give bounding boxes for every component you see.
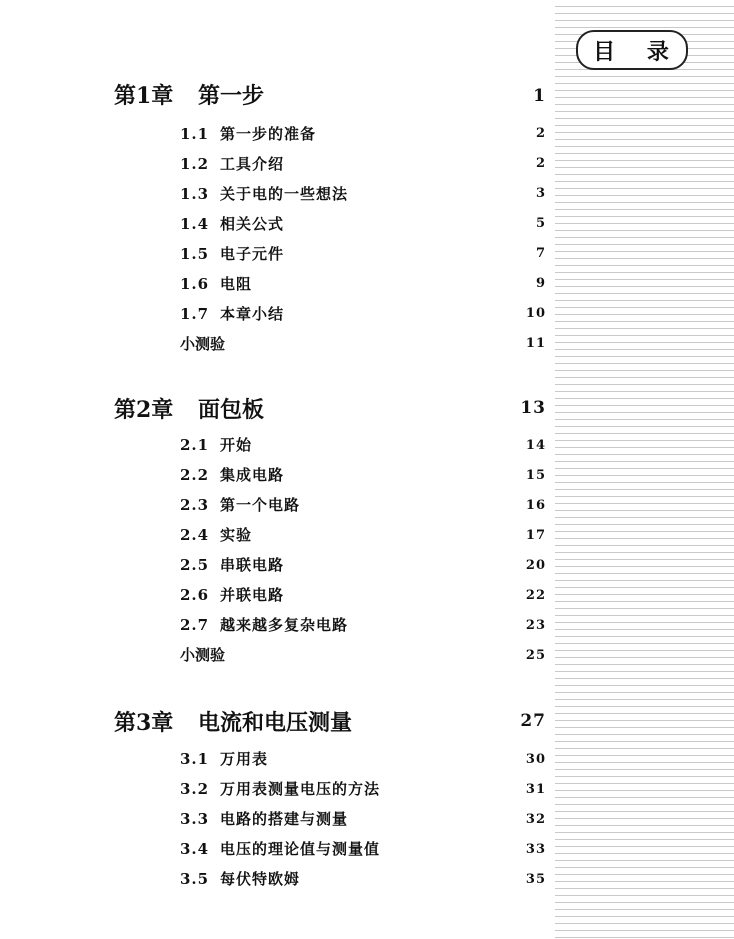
section-number: 1.3 [180,185,210,203]
ruled-margin [555,0,734,939]
section-number: 2.4 [180,526,210,544]
toc-entry[interactable] [180,213,284,234]
section-title: 电阻 [220,275,253,293]
section-number: 2.2 [180,466,210,484]
section-number: 3.3 [180,810,210,828]
toc-entry[interactable] [180,243,284,264]
section-title: 第一步的准备 [220,125,317,143]
toc-entry[interactable] [180,123,316,144]
toc-entry[interactable] [180,434,252,455]
section-number: 1.4 [180,215,210,233]
section-number: 3.5 [180,870,210,888]
toc-entry[interactable] [180,868,300,889]
quiz-page: 11 [525,336,546,351]
section-number: 3.1 [180,750,210,768]
section-title: 工具介绍 [220,155,285,173]
section-title: 开始 [220,436,253,454]
toc-entry[interactable] [180,183,348,204]
toc-entry[interactable] [180,808,348,829]
chapter-number: 第3章 [114,710,174,736]
toc-entry[interactable] [180,778,380,799]
chapter-3-heading[interactable] [114,706,352,737]
section-title: 关于电的一些想法 [220,185,349,203]
section-title: 本章小结 [220,305,285,323]
quiz-entry[interactable]: 小测验 [180,335,226,353]
section-title: 万用表 [220,750,269,768]
toc-entry[interactable] [180,494,300,515]
chapter-title: 第一步 [198,83,265,109]
section-page: 30 [525,752,546,767]
toc-heading: 目 录 [576,30,688,70]
section-page: 7 [535,246,546,261]
section-page: 14 [525,438,546,453]
section-title: 集成电路 [220,466,285,484]
section-title: 电压的理论值与测量值 [220,840,381,858]
section-title: 万用表测量电压的方法 [220,780,381,798]
section-title: 串联电路 [220,556,285,574]
chapter-number: 第2章 [114,397,174,423]
section-title: 每伏特欧姆 [220,870,301,888]
section-number: 2.5 [180,556,210,574]
section-title: 越来越多复杂电路 [220,616,349,634]
section-number: 1.2 [180,155,210,173]
section-page: 9 [535,276,546,291]
section-page: 31 [525,782,546,797]
section-page: 3 [535,186,546,201]
section-title: 相关公式 [220,215,285,233]
section-page: 22 [525,588,546,603]
section-page: 32 [525,812,546,827]
quiz-entry[interactable]: 小测验 [180,646,226,664]
section-page: 17 [525,528,546,543]
toc-entry[interactable] [180,153,284,174]
section-number: 2.6 [180,586,210,604]
section-title: 并联电路 [220,586,285,604]
section-page: 15 [525,468,546,483]
toc-entry[interactable] [180,464,284,485]
chapter-2-heading[interactable] [114,393,264,424]
quiz-page: 25 [525,648,546,663]
toc-entry[interactable] [180,273,252,294]
toc-entry[interactable] [180,554,284,575]
section-page: 10 [525,306,546,321]
chapter-page: 1 [533,86,546,106]
chapter-page: 27 [520,711,546,731]
section-number: 3.2 [180,780,210,798]
section-number: 2.1 [180,436,210,454]
section-title: 电路的搭建与测量 [220,810,349,828]
section-title: 电子元件 [220,245,285,263]
section-page: 33 [525,842,546,857]
section-page: 16 [525,498,546,513]
toc-entry[interactable] [180,838,380,859]
section-page: 2 [535,156,546,171]
toc-entry[interactable] [180,584,284,605]
chapter-1-heading[interactable] [114,79,264,110]
section-number: 2.7 [180,616,210,634]
section-title: 实验 [220,526,253,544]
section-number: 2.3 [180,496,210,514]
chapter-title: 电流和电压测量 [198,710,353,736]
section-page: 20 [525,558,546,573]
chapter-title: 面包板 [198,397,265,423]
section-page: 2 [535,126,546,141]
section-number: 1.1 [180,125,210,143]
section-number: 1.7 [180,305,210,323]
toc-entry[interactable] [180,303,284,324]
section-page: 5 [535,216,546,231]
section-number: 3.4 [180,840,210,858]
chapter-page: 13 [520,398,546,418]
section-number: 1.6 [180,275,210,293]
toc-entry[interactable] [180,524,252,545]
section-number: 1.5 [180,245,210,263]
chapter-number: 第1章 [114,83,174,109]
toc-entry[interactable] [180,748,268,769]
section-page: 23 [525,618,546,633]
section-page: 35 [525,872,546,887]
section-title: 第一个电路 [220,496,301,514]
toc-entry[interactable] [180,614,348,635]
